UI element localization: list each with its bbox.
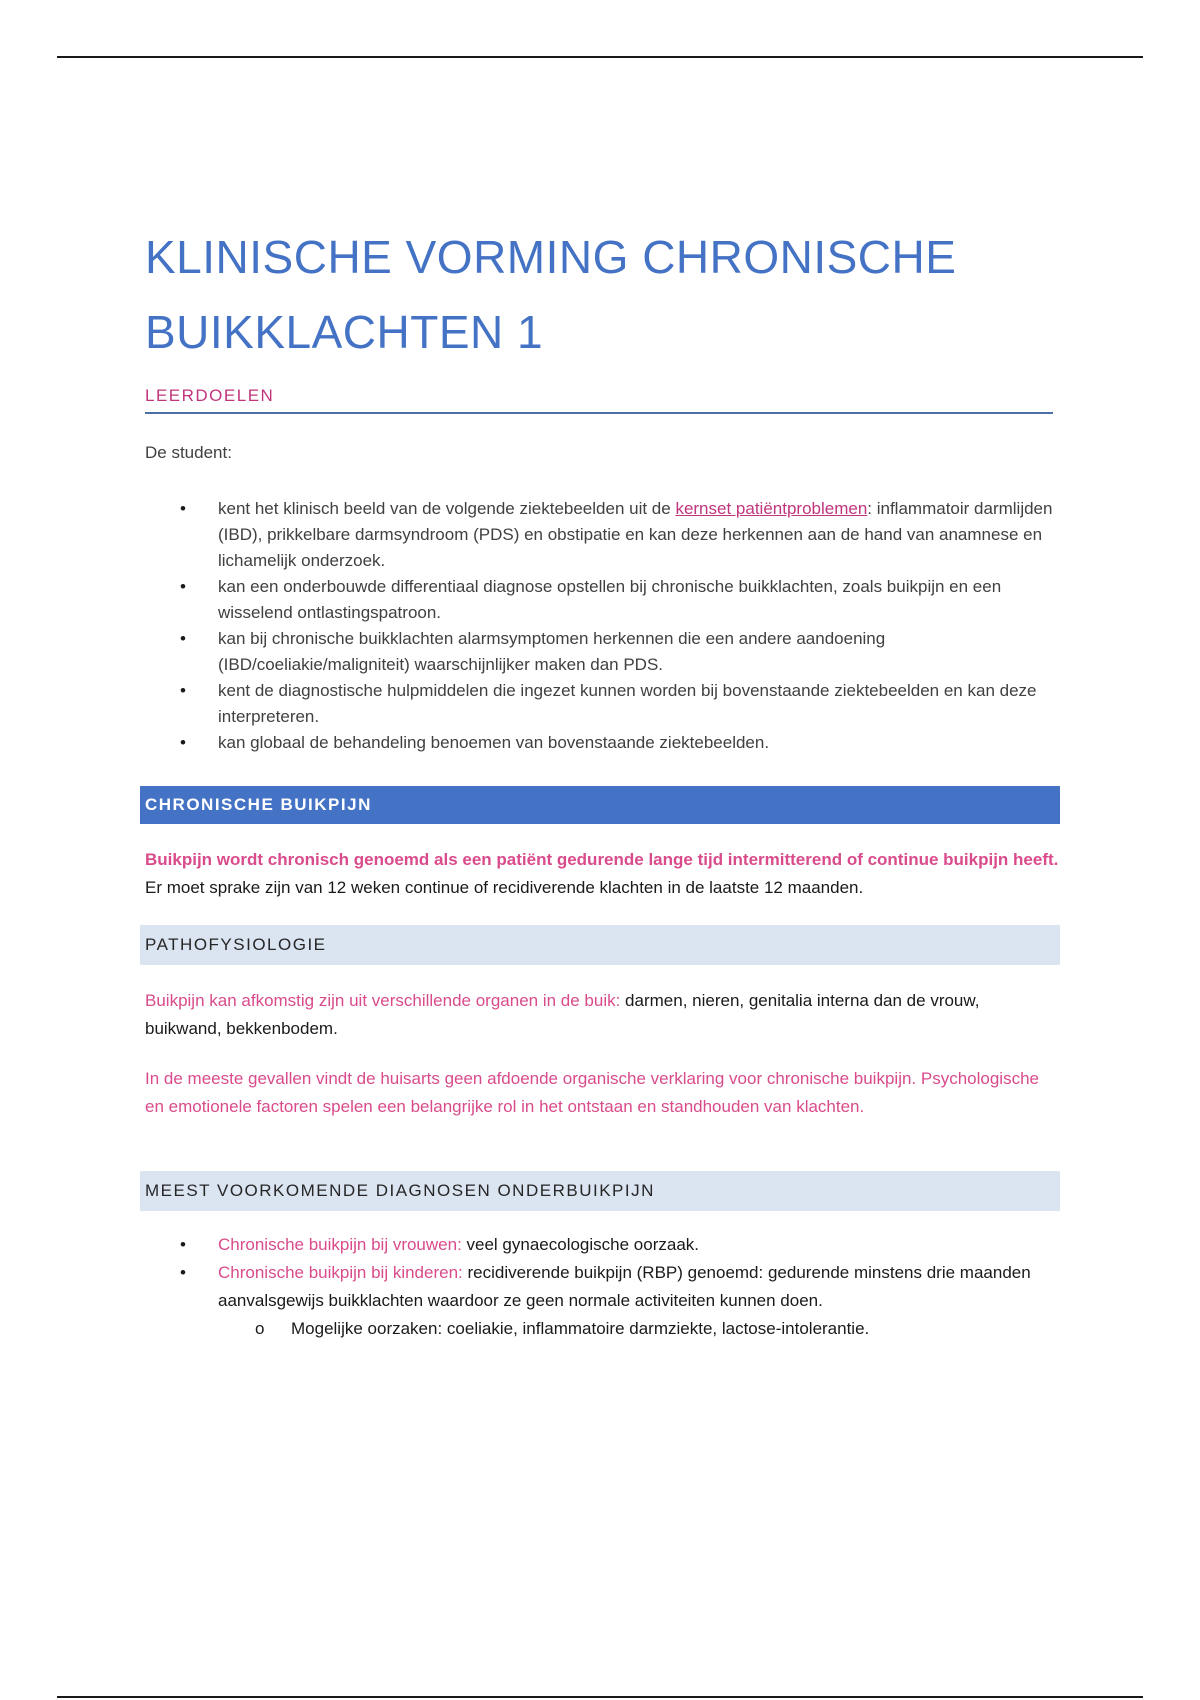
header-rule	[57, 56, 1143, 58]
definition-rest: Er moet sprake zijn van 12 weken continue of recidiverende klachten in de laatste 12 maanden.	[145, 878, 864, 897]
patho-paragraph-1	[145, 987, 1060, 1043]
chronische-definition	[145, 846, 1060, 902]
heading-diagnosen: MEEST VOORKOMENDE DIAGNOSEN ONDERBUIKPIJN	[140, 1171, 1060, 1211]
list-item	[145, 678, 1060, 730]
diagnosen-list	[145, 1231, 1060, 1343]
list-item-text: recidiverende buikpijn (RBP) genoemd: gedurende minstens drie maanden aanvalsgewijs buikklachten waardoor ze geen normale activiteiten kunnen doen.	[218, 1263, 1031, 1310]
sub-list-item-text: Mogelijke oorzaken: coeliakie, inflammatoire darmziekte, lactose-intolerantie.	[291, 1319, 870, 1338]
list-item-text: veel gynaecologische oorzaak.	[461, 1235, 699, 1254]
page-title-line-2: BUIKKLACHTEN 1	[145, 306, 544, 358]
bullet-icon: •	[180, 499, 186, 518]
bullet-icon: •	[180, 629, 186, 648]
list-item-highlight: Chronische buikpijn bij kinderen:	[218, 1263, 463, 1282]
list-item	[145, 730, 1060, 756]
bullet-icon: •	[180, 681, 186, 700]
list-item-text: kan een onderbouwde differentiaal diagnose opstellen bij chronische buikklachten, zoals buikpijn en een wisselend ontlastingspatroon.	[218, 577, 1002, 622]
list-item-text: kent de diagnostische hulpmiddelen die ingezet kunnen worden bij bovenstaande ziektebeelden en kan deze interpreteren.	[218, 681, 1037, 726]
page-title	[145, 220, 1085, 370]
sub-list-item	[145, 1315, 1060, 1343]
footer-rule	[57, 1696, 1143, 1698]
patho-highlight: Buikpijn kan afkomstig zijn uit verschillende organen in de buik:	[145, 991, 621, 1010]
page-title-line-1: KLINISCHE VORMING CHRONISCHE	[145, 231, 957, 283]
patho-paragraph-2: In de meeste gevallen vindt de huisarts geen afdoende organische verklaring voor chronische buikpijn. Psychologische en emotionele factoren spelen een belangrijke rol in het ontstaan en standhouden van klachten.	[145, 1069, 1039, 1116]
patho-rest: darmen, nieren, genitalia interna dan de vrouw, buikwand, bekkenbodem.	[145, 991, 980, 1038]
list-item-text: kan globaal de behandeling benoemen van bovenstaande ziektebeelden.	[218, 733, 770, 752]
learning-goals-list	[145, 496, 1060, 756]
heading-pathofysiologie: PATHOFYSIOLOGIE	[140, 925, 1060, 965]
bullet-icon: •	[180, 1263, 186, 1282]
list-item-text: : inflammatoir darmlijden (IBD), prikkelbare darmsyndroom (PDS) en obstipatie en kan deze herkennen aan de hand van anamnese en lichamelijk onderzoek.	[218, 499, 1053, 570]
list-item	[145, 1259, 1060, 1315]
bullet-icon: •	[180, 577, 186, 596]
list-item-text: kent het klinisch beeld van de volgende ziektebeelden uit de	[218, 499, 676, 518]
kernset-link[interactable]: kernset patiëntproblemen	[675, 499, 868, 518]
bullet-icon: •	[180, 1235, 186, 1254]
intro-text: De student:	[145, 443, 232, 462]
heading-chronische-buikpijn: CHRONISCHE BUIKPIJN	[140, 786, 1060, 824]
heading-leerdoelen: LEERDOELEN	[145, 386, 1053, 414]
bullet-icon: •	[180, 733, 186, 752]
list-item	[145, 1231, 1060, 1259]
list-item	[145, 496, 1060, 574]
list-item-text: kan bij chronische buikklachten alarmsymptomen herkennen die een andere aandoening (IBD/coeliakie/maligniteit) waarschijnlijker maken dan PDS.	[218, 629, 886, 674]
sub-bullet-icon: o	[255, 1319, 265, 1338]
definition-highlight: Buikpijn wordt chronisch genoemd als een patiënt gedurende lange tijd intermitterend of continue buikpijn heeft.	[145, 850, 1059, 869]
list-item	[145, 574, 1060, 626]
list-item	[145, 626, 1060, 678]
list-item-highlight: Chronische buikpijn bij vrouwen:	[218, 1235, 462, 1254]
